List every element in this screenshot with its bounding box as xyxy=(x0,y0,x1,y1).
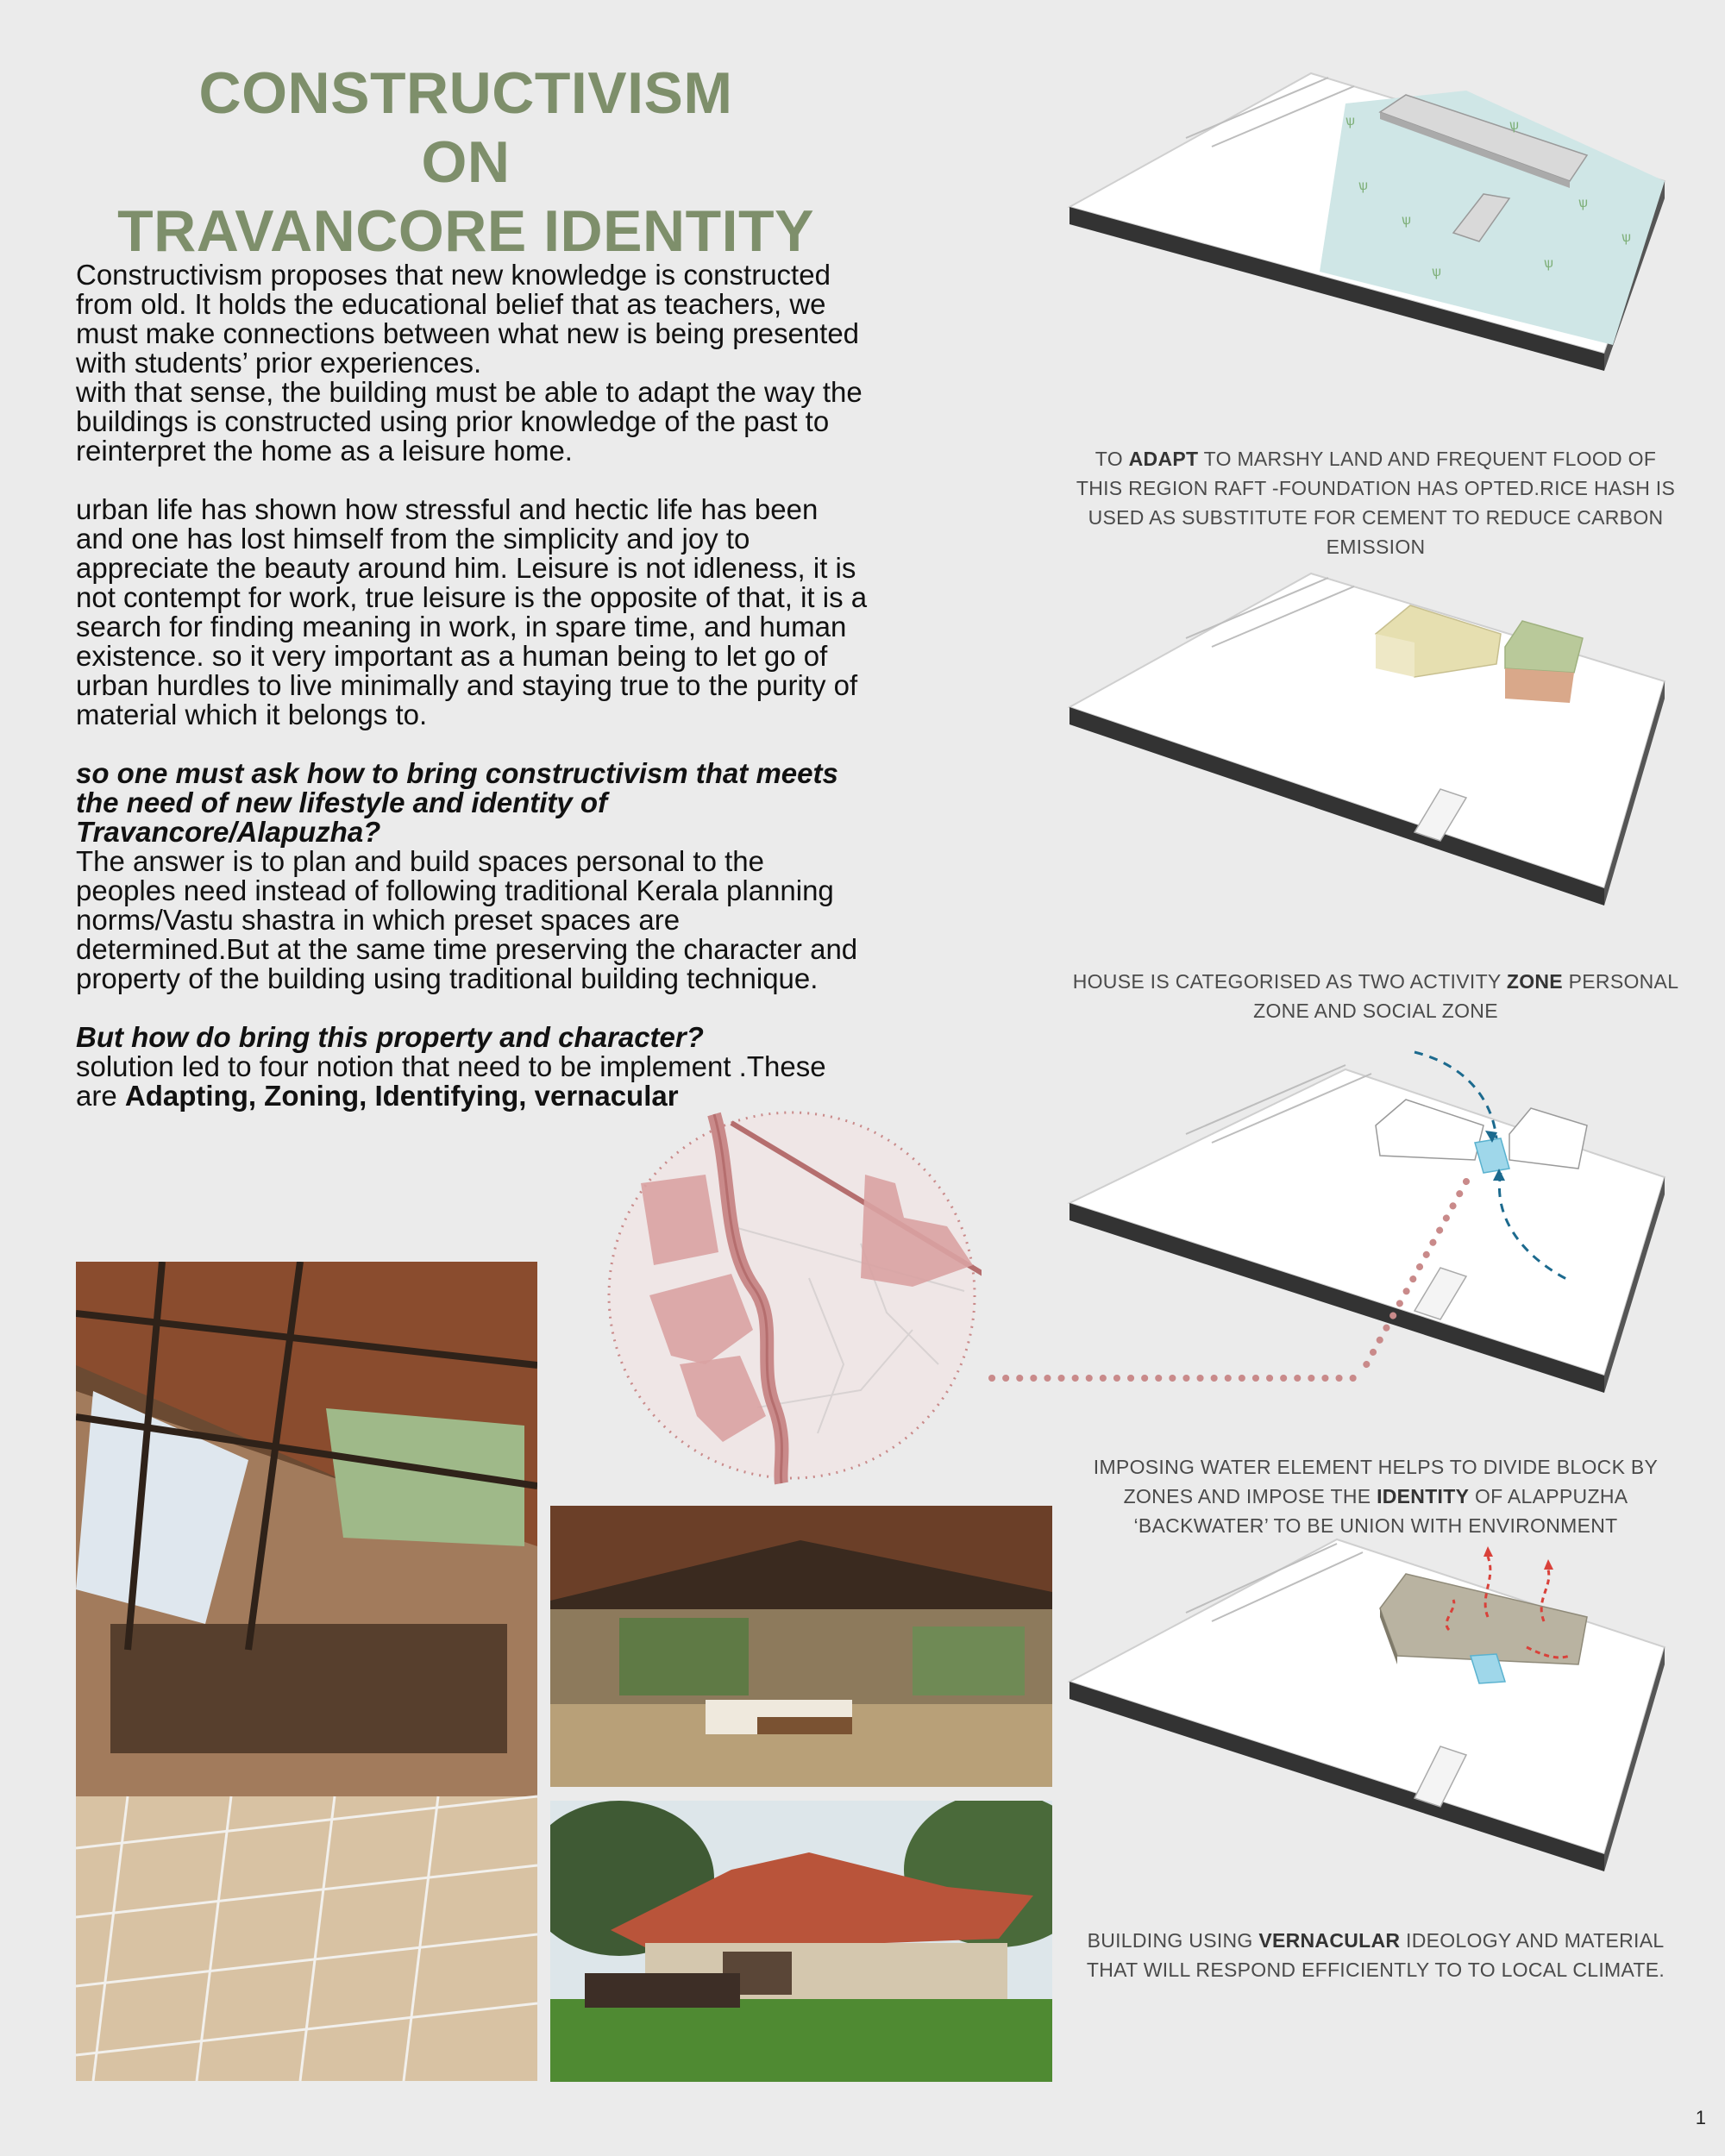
paragraph-1: Constructivism proposes that new knowledge is constructed from old. It holds the educational belief that as teachers, we must make connections between what new is being presented with students’ prior experiences. xyxy=(76,259,860,379)
zone-diagram xyxy=(1061,561,1699,923)
paragraph-4: The answer is to plan and build spaces personal to the peoples need instead of following traditional Kerala planning norms/Vastu shastra in which preset spaces are determined.But at the same time preserving the character and property of the building using traditional building technique. xyxy=(76,845,858,994)
attic-interior-render xyxy=(76,1262,537,2081)
svg-text:ѱ: ѱ xyxy=(1509,118,1520,133)
title-line-1: CONSTRUCTIVISM xyxy=(198,60,733,126)
page-number: 1 xyxy=(1695,2107,1706,2128)
social-zone-block xyxy=(1505,621,1583,673)
vernacular-caption-post: IDEOLOGY AND MATERIAL THAT WILL RESPOND EFFICIENTLY TO TO LOCAL CLIMATE. xyxy=(1086,1929,1665,1981)
svg-text:ѱ: ѱ xyxy=(1402,213,1412,228)
svg-text:ѱ: ѱ xyxy=(1544,256,1554,271)
adapt-diagram xyxy=(1061,60,1699,423)
vernacular-caption xyxy=(1070,1926,1682,1984)
living-room-render xyxy=(550,1506,1052,1787)
exterior-render xyxy=(550,1801,1052,2082)
adapt-caption-post: TO MARSHY LAND AND FREQUENT FLOOD OF THIS REGION RAFT -FOUNDATION HAS OPTED.RICE HASH IS USED AS SUBSTITUTE FOR CEMENT TO REDUCE CARBON EMISSION xyxy=(1076,448,1676,558)
identity-caption-keyword: IDENTITY xyxy=(1377,1485,1470,1507)
question-2: But how do bring this property and character? xyxy=(76,1021,704,1053)
svg-text:ѱ: ѱ xyxy=(1358,179,1369,193)
zone-caption-pre: HOUSE IS CATEGORISED AS TWO ACTIVITY xyxy=(1072,970,1507,993)
vernacular-caption-pre: BUILDING USING xyxy=(1087,1929,1259,1952)
site-map xyxy=(602,1106,982,1485)
social-block-outline xyxy=(1509,1108,1587,1169)
svg-text:ѱ: ѱ xyxy=(1346,114,1356,128)
adapt-caption-pre: TO xyxy=(1095,448,1129,470)
question-1: so one must ask how to bring constructivism that meets the need of new lifestyle and identity of Travancore/Alapuzha? xyxy=(76,757,838,848)
zone-caption-keyword: ZONE xyxy=(1506,970,1563,993)
adapt-caption-keyword: ADAPT xyxy=(1128,448,1199,470)
paragraph-5-text: solution led to four notion that need to be implement .These are xyxy=(76,1050,826,1112)
paragraph-2: with that sense, the building must be able to adapt the way the buildings is constructed using prior knowledge of the past to reinterpret the home as a leisure home. xyxy=(76,376,862,467)
title-line-3: TRAVANCORE IDENTITY xyxy=(117,198,814,264)
map-connector xyxy=(975,1363,1371,1397)
zone-caption xyxy=(1070,967,1682,1025)
vernacular-diagram xyxy=(1061,1526,1699,1889)
identity-caption-post: OF ALAPPUZHA ‘BACKWATER’ TO BE UNION WITH ENVIRONMENT xyxy=(1133,1485,1628,1537)
svg-text:ѱ: ѱ xyxy=(1432,265,1442,279)
identity-caption-pre: IMPOSING WATER ELEMENT HELPS TO DIVIDE BLOCK BY ZONES AND IMPOSE THE xyxy=(1093,1456,1659,1507)
four-notions: Adapting, Zoning, Identifying, vernacular xyxy=(124,1080,679,1112)
paragraph-5 xyxy=(76,1052,869,1111)
vernacular-caption-keyword: VERNACULAR xyxy=(1258,1929,1401,1952)
svg-text:ѱ: ѱ xyxy=(1578,196,1589,210)
adapt-caption xyxy=(1070,444,1682,561)
svg-text:ѱ: ѱ xyxy=(1622,230,1632,245)
body-text xyxy=(76,260,869,1111)
title-line-2: ON xyxy=(421,129,511,195)
paragraph-3: urban life has shown how stressful and hectic life has been and one has lost himself from the simplicity and joy to appreciate the beauty around him. Leisure is not idleness, it is not contempt for work, true leisure is the opposite of that, it is a search for finding meaning in work, in spare time, and human existence. so it very important as a human being to let go of urban hurdles to live minimally and staying true to the purity of material which it belongs to. xyxy=(76,493,868,730)
zone-caption-post: PERSONAL ZONE AND SOCIAL ZONE xyxy=(1253,970,1679,1022)
page-title xyxy=(69,59,862,266)
